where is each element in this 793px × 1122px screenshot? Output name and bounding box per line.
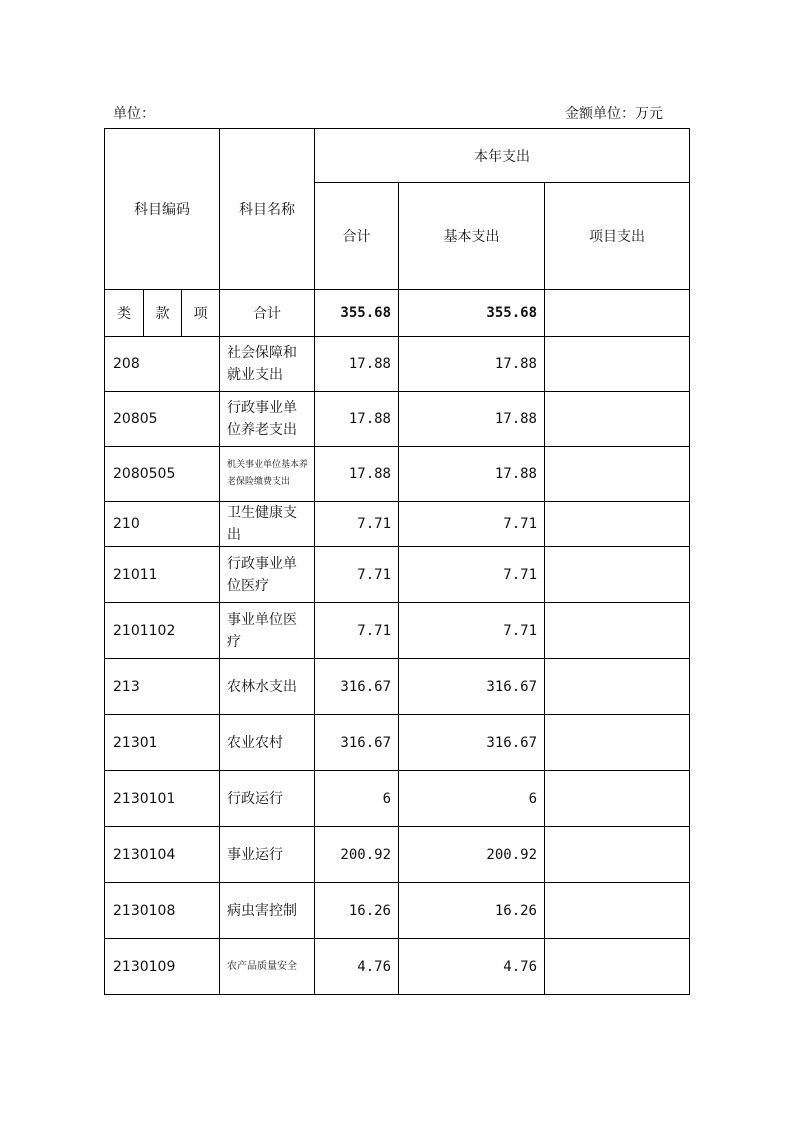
row-project (545, 447, 690, 502)
table-row (105, 502, 690, 547)
table-row (105, 771, 690, 827)
row-basic: 7.71 (399, 547, 545, 603)
row-code: 210 (105, 502, 220, 547)
row-basic: 316.67 (399, 715, 545, 771)
row-total: 17.88 (315, 392, 399, 447)
table-row (105, 883, 690, 939)
row-code: 2130101 (105, 771, 220, 827)
row-code: 20805 (105, 392, 220, 447)
row-name: 行政运行 (220, 771, 315, 827)
row-name: 机关事业单位基本养老保险缴费支出 (220, 447, 315, 502)
row-code: 21011 (105, 547, 220, 603)
row-name: 病虫害控制 (220, 883, 315, 939)
row-code: 21301 (105, 715, 220, 771)
row-project (545, 392, 690, 447)
row-basic: 16.26 (399, 883, 545, 939)
row-basic: 17.88 (399, 337, 545, 392)
row-project (545, 715, 690, 771)
row-project (545, 337, 690, 392)
row-name: 卫生健康支出 (220, 502, 315, 547)
row-project (545, 659, 690, 715)
row-code: 2130104 (105, 827, 220, 883)
row-total: 17.88 (315, 447, 399, 502)
row-total: 7.71 (315, 603, 399, 659)
row-project (545, 883, 690, 939)
row-basic: 316.67 (399, 659, 545, 715)
row-project (545, 827, 690, 883)
row-total: 4.76 (315, 939, 399, 995)
row-total: 7.71 (315, 547, 399, 603)
row-total: 6 (315, 771, 399, 827)
total-basic-value: 355.68 (399, 290, 545, 337)
row-total: 17.88 (315, 337, 399, 392)
table-row (105, 603, 690, 659)
amount-unit-label: 金额单位：万元 (565, 106, 663, 122)
total-row (105, 290, 690, 337)
sub-header-class: 类 (105, 290, 144, 337)
row-name: 事业单位医疗 (220, 603, 315, 659)
table-row (105, 939, 690, 995)
table-row (105, 447, 690, 502)
row-project (545, 771, 690, 827)
col-header-code: 科目编码 (105, 129, 220, 290)
col-header-basic: 基本支出 (399, 183, 545, 290)
col-header-project: 项目支出 (545, 183, 690, 290)
row-total: 16.26 (315, 883, 399, 939)
row-total: 200.92 (315, 827, 399, 883)
row-total: 7.71 (315, 502, 399, 547)
col-header-total: 合计 (315, 183, 399, 290)
row-basic: 7.71 (399, 502, 545, 547)
row-project (545, 547, 690, 603)
row-basic: 7.71 (399, 603, 545, 659)
row-project (545, 603, 690, 659)
row-basic: 17.88 (399, 392, 545, 447)
table-row (105, 827, 690, 883)
row-name: 社会保障和就业支出 (220, 337, 315, 392)
row-code: 2101102 (105, 603, 220, 659)
row-code: 2080505 (105, 447, 220, 502)
row-total: 316.67 (315, 659, 399, 715)
expenditure-table (104, 128, 690, 995)
total-project-value (545, 290, 690, 337)
row-name: 行政事业单位医疗 (220, 547, 315, 603)
unit-label: 单位： (113, 106, 155, 122)
row-name: 农产品质量安全 (220, 939, 315, 995)
row-code: 2130109 (105, 939, 220, 995)
row-basic: 6 (399, 771, 545, 827)
row-project (545, 939, 690, 995)
table-row (105, 715, 690, 771)
sub-header-item: 项 (182, 290, 220, 337)
table-row (105, 392, 690, 447)
row-name: 农林水支出 (220, 659, 315, 715)
total-value: 355.68 (315, 290, 399, 337)
table-row (105, 659, 690, 715)
table-row (105, 547, 690, 603)
row-code: 208 (105, 337, 220, 392)
table-row (105, 337, 690, 392)
row-code: 213 (105, 659, 220, 715)
header-row-1 (105, 129, 690, 183)
row-basic: 4.76 (399, 939, 545, 995)
col-header-name: 科目名称 (220, 129, 315, 290)
row-code: 2130108 (105, 883, 220, 939)
row-basic: 17.88 (399, 447, 545, 502)
row-name: 事业运行 (220, 827, 315, 883)
row-total: 316.67 (315, 715, 399, 771)
sub-header-section: 款 (144, 290, 182, 337)
row-name: 行政事业单位养老支出 (220, 392, 315, 447)
col-header-group: 本年支出 (315, 129, 690, 183)
row-basic: 200.92 (399, 827, 545, 883)
row-name: 农业农村 (220, 715, 315, 771)
row-project (545, 502, 690, 547)
total-label: 合计 (220, 290, 315, 337)
